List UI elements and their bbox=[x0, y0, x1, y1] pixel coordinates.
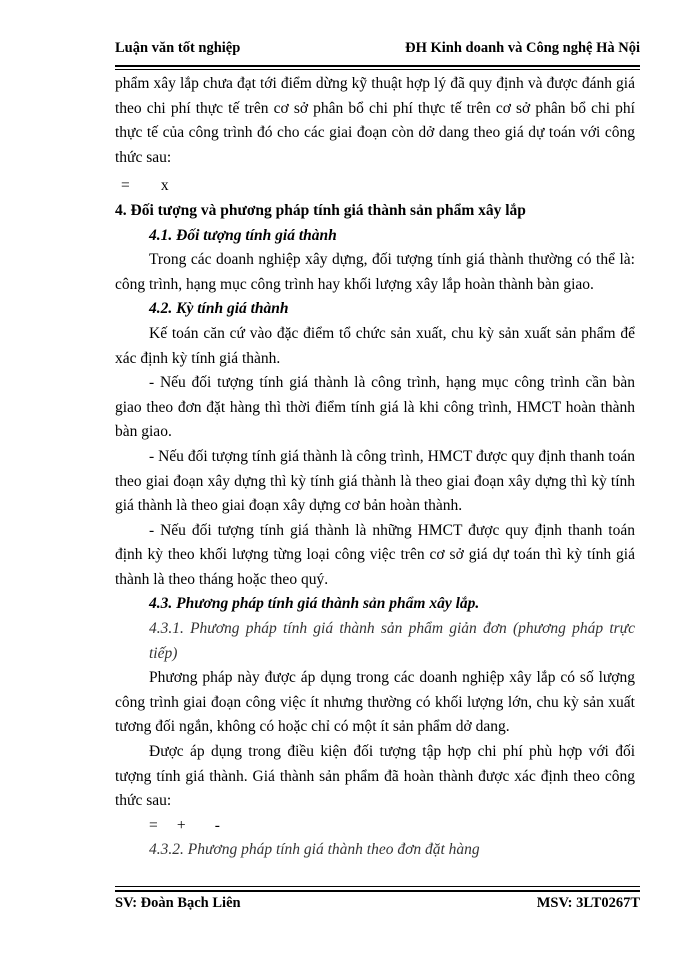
footer-rule-thick bbox=[115, 890, 640, 892]
page-body bbox=[115, 72, 635, 863]
footer-student-name: SV: Đoàn Bạch Liên bbox=[115, 895, 241, 911]
paragraph-4-2: Kế toán căn cứ vào đặc điểm tổ chức sản xuất, chu kỳ sản xuất sản phẩm để xác định kỳ tính giá thành. bbox=[115, 324, 635, 367]
paragraph-continued: phẩm xây lắp chưa đạt tới điểm dừng kỹ thuật hợp lý đã quy định và được đánh giá theo chi phí thực tế trên cơ sở phân bổ chi phí thực tế trên cơ sở phân bổ chi phí thực tế của công trình đó cho các giai đoạn còn dở dang theo giá dự toán với công thức sau: bbox=[115, 75, 635, 166]
formula2-minus: - bbox=[214, 816, 220, 834]
subsection-heading-4-3-1: 4.3.1. Phương pháp tính giá thành sản phẩm giản đơn (phương pháp trực tiếp) bbox=[149, 620, 635, 662]
subsection-heading-4-3: 4.3. Phương pháp tính giá thành sản phẩm xây lắp. bbox=[149, 595, 480, 613]
formula-wip bbox=[115, 174, 635, 199]
subsection-heading-4-3-2: 4.3.2. Phương pháp tính giá thành theo đơn đặt hàng bbox=[149, 841, 480, 859]
footer-student-id: MSV: 3LT0267T bbox=[536, 895, 640, 911]
formula2-equals: = bbox=[149, 816, 158, 834]
header-thesis-label: Luận văn tốt nghiệp bbox=[115, 40, 241, 56]
subsection-heading-4-2: 4.2. Kỳ tính giá thành bbox=[149, 300, 289, 318]
header-rule-thin bbox=[115, 69, 640, 70]
bullet-3: - Nếu đối tượng tính giá thành là những HMCT được quy định thanh toán định kỳ theo khối lượng từng loại công việc trên cơ sở giá dự toán thì kỳ tính giá thành là theo tháng hoặc theo quý. bbox=[115, 521, 635, 588]
header-rule-thick bbox=[115, 65, 640, 67]
page-footer bbox=[115, 893, 640, 915]
paragraph-4-1: Trong các doanh nghiệp xây dựng, đối tượng tính giá thành thường có thể là: công trình, hạng mục công trình hay khối lượng xây lắp hoàn thành bàn giao. bbox=[115, 251, 635, 293]
paragraph-4-3-1-a: Phương pháp này được áp dụng trong các doanh nghiệp xây lắp có số lượng công trình giai đoạn công việc ít nhưng thường có khối lượng lớn, chu kỳ sản xuất tương đối ngắn, không có hoặc chỉ có một ít sản phẩm dở dang. bbox=[115, 669, 635, 736]
bullet-1: - Nếu đối tượng tính giá thành là công trình, hạng mục công trình cần bàn giao theo đơn đặt hàng thì thời điểm tính giá là khi công trình, HMCT hoàn thành bàn giao. bbox=[115, 374, 635, 441]
section-heading-4: 4. Đối tượng và phương pháp tính giá thành sản phẩm xây lắp bbox=[115, 201, 526, 219]
page-header bbox=[115, 36, 640, 64]
paragraph-4-3-1-b: Được áp dụng trong điều kiện đối tượng tập hợp chi phí phù hợp với đối tượng tính giá thành. Giá thành sản phẩm đã hoàn thành được xác định theo công thức sau: bbox=[115, 743, 635, 810]
bullet-2: - Nếu đối tượng tính giá thành là công trình, HMCT được quy định thanh toán theo giai đoạn xây dựng thì kỳ tính giá thành là theo giai đoạn xây dựng thì kỳ tính giá thành là theo giai đoạn xây dựng cơ bản hoàn thành. bbox=[115, 447, 635, 515]
formula-times: x bbox=[160, 177, 169, 195]
formula-cost bbox=[115, 814, 635, 839]
subsection-heading-4-1: 4.1. Đối tượng tính giá thành bbox=[149, 226, 337, 244]
header-university: ĐH Kinh doanh và Công nghệ Hà Nội bbox=[405, 40, 640, 56]
formula-equals: = bbox=[121, 177, 130, 195]
footer-rule-thin bbox=[115, 886, 640, 887]
formula2-plus: + bbox=[176, 816, 186, 834]
